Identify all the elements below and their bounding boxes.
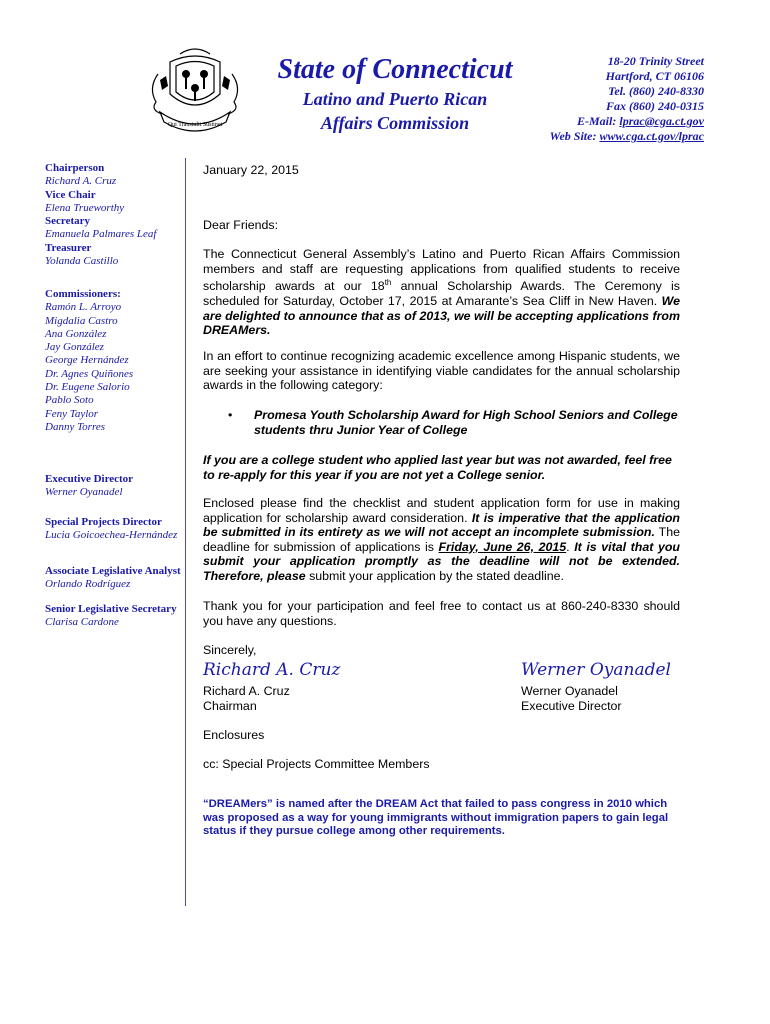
commissioners-heading: Commissioners: — [45, 288, 121, 300]
chairperson-role: Chairperson — [45, 162, 105, 174]
commission-name-line2: Affairs Commission — [320, 113, 470, 133]
signature-cruz: Richard A. Cruz — [203, 660, 341, 680]
commissioner: Feny Taylor — [45, 407, 99, 420]
deadline-date: Friday, June 26, 2015 — [438, 539, 567, 554]
page-title: State of Connecticut — [277, 54, 513, 85]
commissioner: Jay González — [45, 341, 104, 354]
exec-director-role: Executive Director — [45, 473, 134, 485]
special-projects-role: Special Projects Director — [45, 516, 162, 528]
street: 18-20 Trinity Street — [607, 54, 704, 68]
signer-1-name: Richard A. Cruz — [203, 684, 290, 698]
enclosures: Enclosures — [203, 728, 265, 742]
p4-text-c: . — [566, 539, 575, 554]
p4-bold-2: It is vital that you submit your application promptly as the deadline will not be extended. Therefore, please — [203, 539, 680, 583]
commissioner: Pablo Soto — [45, 394, 94, 407]
legislative-secretary-name: Clarisa Cardone — [45, 616, 119, 629]
letter-date: January 22, 2015 — [203, 163, 299, 177]
commissioner: Danny Torres — [45, 420, 106, 433]
vice-chair-role: Vice Chair — [45, 188, 96, 201]
signer-2-title: Executive Director — [521, 698, 622, 713]
telephone: Tel. (860) 240-8330 — [608, 84, 704, 98]
staff-analyst — [45, 565, 190, 592]
commissioner: Dr. Agnes Quiñones — [45, 367, 134, 380]
fax: Fax (860) 240-0315 — [606, 99, 704, 113]
signer-1 — [203, 684, 443, 713]
web-line — [550, 129, 704, 144]
bullet-text: Promesa Youth Scholarship Award for High School Seniors and College students thru Junior Year of College — [254, 408, 678, 437]
paragraph-3: If you are a college student who applied last year but was not awarded, feel free to re-apply for this year if you are not yet a College senior. — [203, 453, 672, 482]
legislative-secretary-role: Senior Legislative Secretary — [45, 603, 177, 615]
web-label: Web Site: — [549, 129, 600, 143]
salutation: Dear Friends: — [203, 218, 279, 232]
paragraph-2: In an effort to continue recognizing academic excellence among Hispanic students, we are seeking your assistance in identifying viable candidates for the annual scholarship awards in the following category: — [203, 349, 680, 393]
bullet-item — [228, 408, 680, 437]
paragraph-5: Thank you for your participation and feel free to contact us at 860-240-8330 should you have any questions. — [203, 599, 680, 628]
p1-text-a: The Connecticut General Assembly’s Latino and Puerto Rican Affairs Commission members and staff are requesting applications from qualified students to receive scholarship awards at our 18 — [203, 247, 680, 294]
p4-bold-1: It is imperative that the application be submitted in its entirety as we will not accept an incomplete submission. — [203, 510, 680, 540]
special-projects-name: Lucia Goicoechea-Hernández — [45, 529, 178, 542]
p1-bold: We are delighted to announce that as of 2013, we will be accepting applications from DREAMers. — [203, 293, 680, 338]
commissioner: Migdalia Castro — [45, 314, 118, 327]
email-link[interactable]: lprac@cga.ct.gov — [619, 114, 704, 128]
commissioner: George Hernández — [45, 354, 129, 367]
exec-director-name: Werner Oyanadel — [45, 486, 123, 499]
letterhead-title — [260, 54, 530, 134]
email-label: E-Mail: — [577, 114, 620, 128]
p4-text-d: submit your application by the stated deadline. — [305, 568, 564, 583]
p4-text-a: Enclosed please find the checklist and student application form for use in making application for scholarship award consideration. — [203, 496, 680, 525]
website-link[interactable]: www.cga.ct.gov/lprac — [599, 129, 704, 143]
paragraph-1 — [203, 247, 680, 338]
signature-oyanadel: Werner Oyanadel — [521, 660, 671, 680]
staff-special-projects — [45, 516, 190, 543]
vice-chair-name: Elena Trueworthy — [45, 201, 125, 214]
paragraph-4 — [203, 496, 680, 584]
officers — [45, 162, 190, 268]
commissioner: Ana González — [45, 327, 107, 340]
treasurer-name: Yolanda Castillo — [45, 255, 119, 268]
commissioners — [45, 288, 190, 434]
dreamers-footnote: “DREAMers” is named after the DREAM Act that failed to pass congress in 2010 which was proposed as a way for young immigrants without immigration papers to gain legal status if they pursue college among other requirements. — [203, 798, 669, 838]
bullet-icon: • — [228, 408, 233, 422]
email-line — [550, 114, 704, 129]
secretary-role: Secretary — [45, 215, 90, 228]
commissioner: Dr. Eugene Salorio — [45, 381, 130, 394]
p1-superscript: th — [384, 278, 392, 288]
city: Hartford, CT 06106 — [605, 69, 704, 83]
p4-text-b: The deadline for submission of applications is — [203, 525, 680, 554]
signer-2-name: Werner Oyanadel — [521, 684, 618, 698]
analyst-role: Associate Legislative Analyst — [45, 565, 181, 577]
cc-line: cc: Special Projects Committee Members — [203, 757, 430, 771]
seal-motto: Qui Transtulit Sustinet — [167, 122, 223, 128]
signer-2 — [521, 684, 681, 713]
commission-name-line1: Latino and Puerto Rican — [302, 89, 488, 109]
analyst-name: Orlando Rodríguez — [45, 578, 131, 591]
closing: Sincerely, — [203, 643, 257, 657]
secretary-name: Emanuela Palmares Leaf — [45, 228, 157, 241]
commissioner: Ramón L. Arroyo — [45, 301, 122, 314]
treasurer-role: Treasurer — [45, 241, 92, 254]
p1-text-b: annual Scholarship Awards. The Ceremony is scheduled for Saturday, October 17, 2015 at Amarante’s Sea Cliff in New Haven. — [203, 279, 680, 308]
signer-1-title: Chairman — [203, 698, 257, 713]
chairperson-name: Richard A. Cruz — [45, 175, 117, 188]
staff-secretary — [45, 603, 190, 630]
staff-exec-director — [45, 473, 190, 500]
address-block — [550, 54, 704, 144]
state-seal-icon — [140, 44, 250, 134]
